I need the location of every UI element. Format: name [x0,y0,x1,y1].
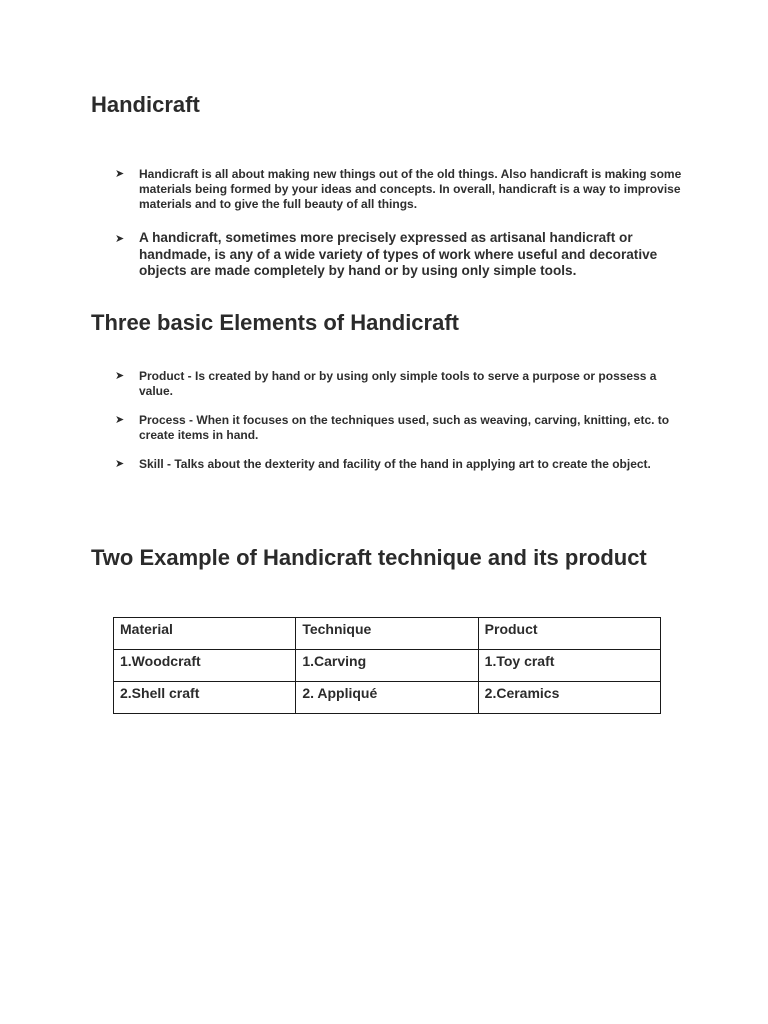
list-item [115,369,685,399]
heading-handicraft: Handicraft [91,92,200,117]
table-header-cell: Product [478,618,660,650]
heading-three-basic-elements: Three basic Elements of Handicraft [91,310,459,335]
heading-two-examples: Two Example of Handicraft technique and its product [91,545,647,570]
table-header-cell: Technique [296,618,478,650]
arrowhead-bullet-icon: ➤ [115,414,125,426]
handicraft-bullet-list [115,167,685,280]
bullet-text: Handicraft is all about making new things out of the old things. Also handicraft is making some materials being formed by your ideas and concepts. In overall, handicraft is a way to improvise materials and to give the full beauty of all things. [139,167,682,211]
table-cell: 1.Carving [296,650,478,682]
arrowhead-bullet-icon: ➤ [115,168,125,180]
table-cell: 2.Ceramics [478,682,660,714]
bullet-text: Skill - Talks about the dexterity and facility of the hand in applying art to create the object. [139,457,651,471]
arrowhead-bullet-icon: ➤ [115,233,125,245]
bullet-text: Product - Is created by hand or by using only simple tools to serve a purpose or possess a value. [139,369,657,398]
table-row [114,682,661,714]
list-item [115,230,685,280]
elements-bullet-list [115,369,685,472]
table-cell: 2. Appliqué [296,682,478,714]
arrowhead-bullet-icon: ➤ [115,370,125,382]
arrowhead-bullet-icon: ➤ [115,458,125,470]
list-item [115,167,685,212]
table-cell: 2.Shell craft [114,682,296,714]
examples-table [113,617,661,714]
list-item [115,413,685,443]
table-cell: 1.Toy craft [478,650,660,682]
table-header-row [114,618,661,650]
bullet-text: A handicraft, sometimes more precisely expressed as artisanal handicraft or handmade, is any of a wide variety of types of work where useful and decorative objects are made completely by hand or by using only simple tools. [139,230,658,278]
table-cell: 1.Woodcraft [114,650,296,682]
table-row [114,650,661,682]
bullet-text: Process - When it focuses on the techniques used, such as weaving, carving, knitting, etc. to create items in hand. [139,413,670,442]
table-header-cell: Material [114,618,296,650]
list-item [115,457,685,472]
